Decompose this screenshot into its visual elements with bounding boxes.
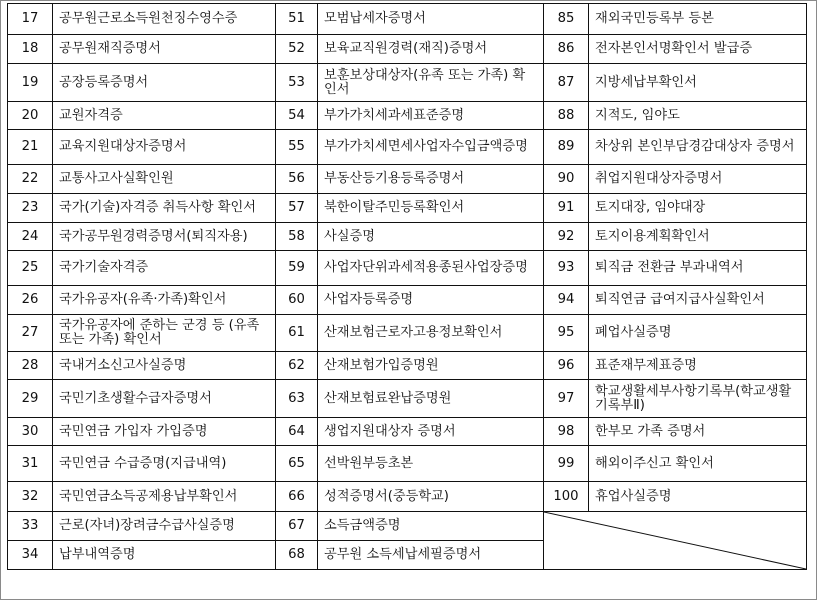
table-row [8,418,807,446]
table-row [8,251,807,286]
item-number: 99 [544,446,589,482]
item-number: 93 [544,251,589,286]
item-number: 54 [276,102,318,130]
item-number: 31 [8,446,53,482]
item-number: 28 [8,352,53,380]
item-number: 61 [276,315,318,352]
item-number: 24 [8,223,53,251]
document-name: 공무원재직증명서 [53,35,276,64]
table-row [8,482,807,512]
table-body [8,4,807,570]
table-row [8,35,807,64]
table-row [8,4,807,35]
document-name: 전자본인서명확인서 발급증 [589,35,807,64]
document-name: 해외이주신고 확인서 [589,446,807,482]
document-name: 지방세납부확인서 [589,64,807,102]
document-name: 납부내역증명 [53,541,276,570]
document-name: 퇴직연금 급여지급사실확인서 [589,286,807,315]
item-number: 89 [544,130,589,165]
item-number: 51 [276,4,318,35]
item-number: 64 [276,418,318,446]
document-name: 국가유공자에 준하는 군경 등 (유족 또는 가족) 확인서 [53,315,276,352]
item-number: 60 [276,286,318,315]
item-number: 98 [544,418,589,446]
document-name: 재외국민등록부 등본 [589,4,807,35]
document-name: 공무원근로소득원천징수영수증 [53,4,276,35]
document-name: 사실증명 [318,223,544,251]
document-name: 토지이용계획확인서 [589,223,807,251]
item-number: 88 [544,102,589,130]
document-name: 공장등록증명서 [53,64,276,102]
item-number: 59 [276,251,318,286]
document-name: 국가공무원경력증명서(퇴직자용) [53,223,276,251]
item-number: 94 [544,286,589,315]
document-name: 사업자단위과세적용종된사업장증명 [318,251,544,286]
item-number: 62 [276,352,318,380]
item-number: 67 [276,512,318,541]
document-name: 선박원부등초본 [318,446,544,482]
table-row [8,64,807,102]
table-row [8,380,807,418]
item-number: 23 [8,194,53,223]
item-number: 87 [544,64,589,102]
item-number: 53 [276,64,318,102]
document-name: 교육지원대상자증명서 [53,130,276,165]
item-number: 86 [544,35,589,64]
item-number: 100 [544,482,589,512]
document-name: 성적증명서(중등학교) [318,482,544,512]
document-name: 국민연금소득공제용납부확인서 [53,482,276,512]
document-name: 산재보험료완납증명원 [318,380,544,418]
table-row [8,102,807,130]
item-number: 22 [8,165,53,194]
document-name: 부동산등기용등록증명서 [318,165,544,194]
document-name: 국민기초생활수급자증명서 [53,380,276,418]
table-row [8,130,807,165]
item-number: 32 [8,482,53,512]
document-name: 국민연금 가입자 가입증명 [53,418,276,446]
item-number: 26 [8,286,53,315]
document-name: 취업지원대상자증명서 [589,165,807,194]
item-number: 65 [276,446,318,482]
document-name: 교통사고사실확인원 [53,165,276,194]
document-name: 북한이탈주민등록확인서 [318,194,544,223]
document-name: 산재보험가입증명원 [318,352,544,380]
document-name: 보훈보상대상자(유족 또는 가족) 확인서 [318,64,544,102]
document-name: 국가유공자(유족·가족)확인서 [53,286,276,315]
item-number: 29 [8,380,53,418]
item-number: 55 [276,130,318,165]
table-row [8,194,807,223]
document-name: 학교생활세부사항기록부(학교생활기록부Ⅱ) [589,380,807,418]
item-number: 90 [544,165,589,194]
table-row [8,352,807,380]
table-row [8,446,807,482]
item-number: 25 [8,251,53,286]
document-name: 교원자격증 [53,102,276,130]
document-name: 국가(기술)자격증 취득사항 확인서 [53,194,276,223]
item-number: 33 [8,512,53,541]
document-name: 국가기술자격증 [53,251,276,286]
item-number: 21 [8,130,53,165]
item-number: 30 [8,418,53,446]
document-name: 생업지원대상자 증명서 [318,418,544,446]
item-number: 19 [8,64,53,102]
document-name: 폐업사실증명 [589,315,807,352]
document-name: 사업자등록증명 [318,286,544,315]
document-list-table [7,3,807,570]
item-number: 17 [8,4,53,35]
document-name: 토지대장, 임야대장 [589,194,807,223]
table-row [8,286,807,315]
item-number: 58 [276,223,318,251]
table-row [8,165,807,194]
document-name: 부가가치세과세표준증명 [318,102,544,130]
diagonal-line [544,512,806,569]
document-name: 보육교직원경력(재직)증명서 [318,35,544,64]
document-name: 모범납세자증명서 [318,4,544,35]
item-number: 57 [276,194,318,223]
table-row [8,512,807,541]
item-number: 63 [276,380,318,418]
item-number: 66 [276,482,318,512]
item-number: 27 [8,315,53,352]
item-number: 34 [8,541,53,570]
document-name: 한부모 가족 증명서 [589,418,807,446]
table-row [8,315,807,352]
document-name: 소득금액증명 [318,512,544,541]
empty-diagonal-cell [544,512,807,570]
table-row [8,223,807,251]
item-number: 95 [544,315,589,352]
document-name: 산재보험근로자고용정보확인서 [318,315,544,352]
item-number: 85 [544,4,589,35]
document-name: 공무원 소득세납세필증명서 [318,541,544,570]
document-name: 차상위 본인부담경감대상자 증명서 [589,130,807,165]
document-name: 퇴직금 전환금 부과내역서 [589,251,807,286]
document-name: 부가가치세면세사업자수입금액증명 [318,130,544,165]
item-number: 96 [544,352,589,380]
item-number: 56 [276,165,318,194]
document-name: 국민연금 수급증명(지급내역) [53,446,276,482]
document-name: 휴업사실증명 [589,482,807,512]
document-name: 지적도, 임야도 [589,102,807,130]
item-number: 68 [276,541,318,570]
item-number: 52 [276,35,318,64]
item-number: 20 [8,102,53,130]
item-number: 18 [8,35,53,64]
item-number: 92 [544,223,589,251]
document-name: 국내거소신고사실증명 [53,352,276,380]
item-number: 91 [544,194,589,223]
document-name: 표준재무제표증명 [589,352,807,380]
document-name: 근로(자녀)장려금수급사실증명 [53,512,276,541]
item-number: 97 [544,380,589,418]
